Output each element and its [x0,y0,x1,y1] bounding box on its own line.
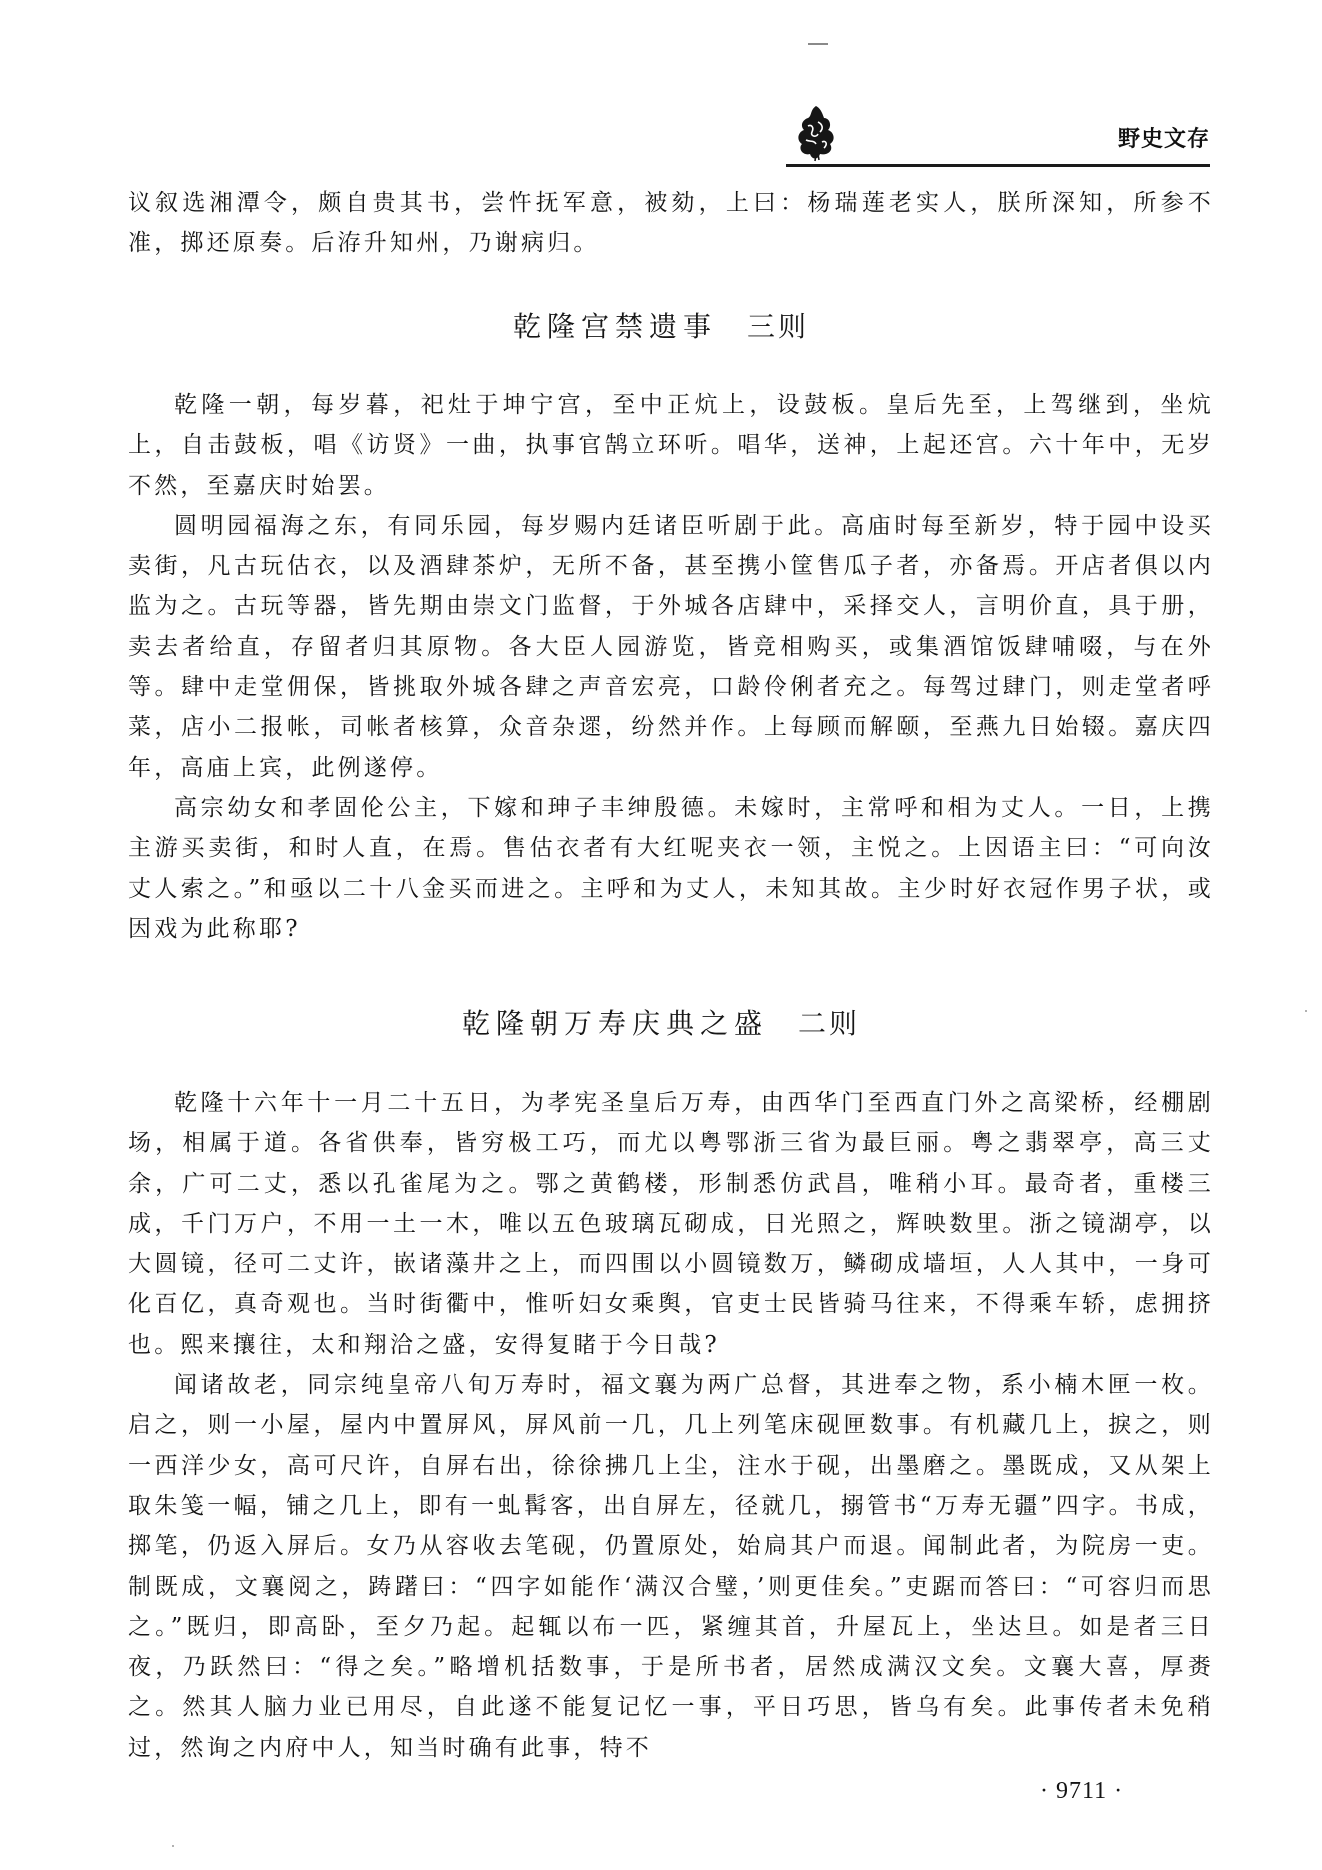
paragraph: 议叙选湘潭令，颇自贵其书，尝忤抚军意，被劾，上曰：杨瑞莲老实人，朕所深知，所参不准，掷还原奏。后洊升知州，乃谢病归。 [128,190,1214,257]
paragraph: 闻诸故老，同宗纯皇帝八旬万寿时，福文襄为两广总督，其进奉之物，系小楠木匣一枚。启之，则一小屋，屋内中置屏风，屏风前一几，几上列笔床砚匣数事。有机藏几上，捩之，则一西洋少女，高可尺许，自屏右出，徐徐拂几上尘，注水于砚，出墨磨之。墨既成，又从架上取朱笺一幅，铺之几上，即有一虬髯客，出自屏左，径就几，搦管书“万寿无疆”四字。书成，掷笔，仍返入屏后。女乃从容收去笔砚，仍置原处，始扃其户而退。闻制此者，为院房一吏。制既成，文襄阅之，踌躇曰：“四字如能作‘满汉合璧，’则更佳矣。”吏踞而答曰：“可容归而思之。”既归，即高卧，至夕乃起。起辄以布一匹，紧缠其首，升屋瓦上，坐达旦。如是者三日夜，乃跃然曰：“得之矣。”略增机括数事，于是所书者，居然成满汉文矣。文襄大喜，厚赉之。然其人脑力业已用尽，自此遂不能复记忆一事，平日巧思，皆乌有矣。此事传者未免稍过，然询之内府中人，知当时确有此事，特不 [128,1372,1214,1761]
header-rule [786,164,1210,167]
paragraph: 高宗幼女和孝固伦公主，下嫁和珅子丰绅殷德。未嫁时，主常呼和相为丈人。一日，上携主游买卖街，和时人直，在焉。售估衣者有大红呢夹衣一领，主悦之。上因语主曰：“可向汝丈人索之。”和亟以二十八金买而进之。主呼和为丈人，未知其故。主少时好衣冠作男子状，或因戏为此称耶? [128,794,1214,942]
scan-mark [808,43,828,45]
running-header [786,100,1210,170]
page-number: · 9711 · [1040,1778,1124,1804]
section-title-text: 乾隆宫禁遗事 [512,310,717,343]
section-count: 二则 [798,1007,861,1040]
paragraph: 圆明园福海之东，有同乐园，每岁赐内廷诸臣听剧于此。高庙时每至新岁，特于园中设买卖街，凡古玩估衣，以及酒肆茶炉，无所不备，甚至携小筐售瓜子者，亦备焉。开店者俱以内监为之。古玩等器，皆先期由崇文门监督，于外城各店肆中，采择交人，言明价直，具于册，卖去者给直，存留者归其原物。各大臣人园游览，皆竞相购买，或集酒馆饭肆哺啜，与在外等。肆中走堂佣保，皆挑取外城各肆之声音宏亮，口龄伶俐者充之。每驾过肆门，则走堂者呼菜，店小二报帐，司帐者核算，众音杂遝，纷然并作。上每顾而解颐，至燕九日始辍。嘉庆四年，高庙上宾，此例遂停。 [128,512,1214,781]
section-count: 三则 [747,310,810,343]
dragon-icon [788,104,844,162]
section-title [0,1002,1322,1042]
continuation-text [128,183,1214,264]
running-title: 野史文存 [1117,127,1210,152]
scan-speck [1305,1010,1307,1012]
section-body [128,385,1214,949]
paragraph: 乾隆一朝，每岁暮，祀灶于坤宁宫，至中正炕上，设鼓板。皇后先至，上驾继到，坐炕上，自击鼓板，唱《访贤》一曲，执事官鹄立环听。唱华，送神，上起还宫。六十年中，无岁不然，至嘉庆时始罢。 [128,392,1214,499]
paragraph: 乾隆十六年十一月二十五日，为孝宪圣皇后万寿，由西华门至西直门外之高梁桥，经棚剧场，相属于道。各省供奉，皆穷极工巧，而尤以粤鄂浙三省为最巨丽。粤之翡翠亭，高三丈余，广可二丈，悉以孔雀尾为之。鄂之黄鹤楼，形制悉仿武昌，唯稍小耳。最奇者，重楼三成，千门万户，不用一土一木，唯以五色玻璃瓦砌成，日光照之，辉映数里。浙之镜湖亭，以大圆镜，径可二丈许，嵌诸藻井之上，而四围以小圆镜数万，鳞砌成墙垣，人人其中，一身可化百亿，真奇观也。当时街衢中，惟听妇女乘舆，官吏士民皆骑马往来，不得乘车轿，虑拥挤也。熙来攘往，太和翔洽之盛，安得复睹于今日哉? [128,1090,1214,1358]
section-body [128,1083,1214,1768]
section-title [0,305,1322,345]
scan-speck [172,1845,174,1847]
section-title-text: 乾隆朝万寿庆典之盛 [461,1007,768,1040]
